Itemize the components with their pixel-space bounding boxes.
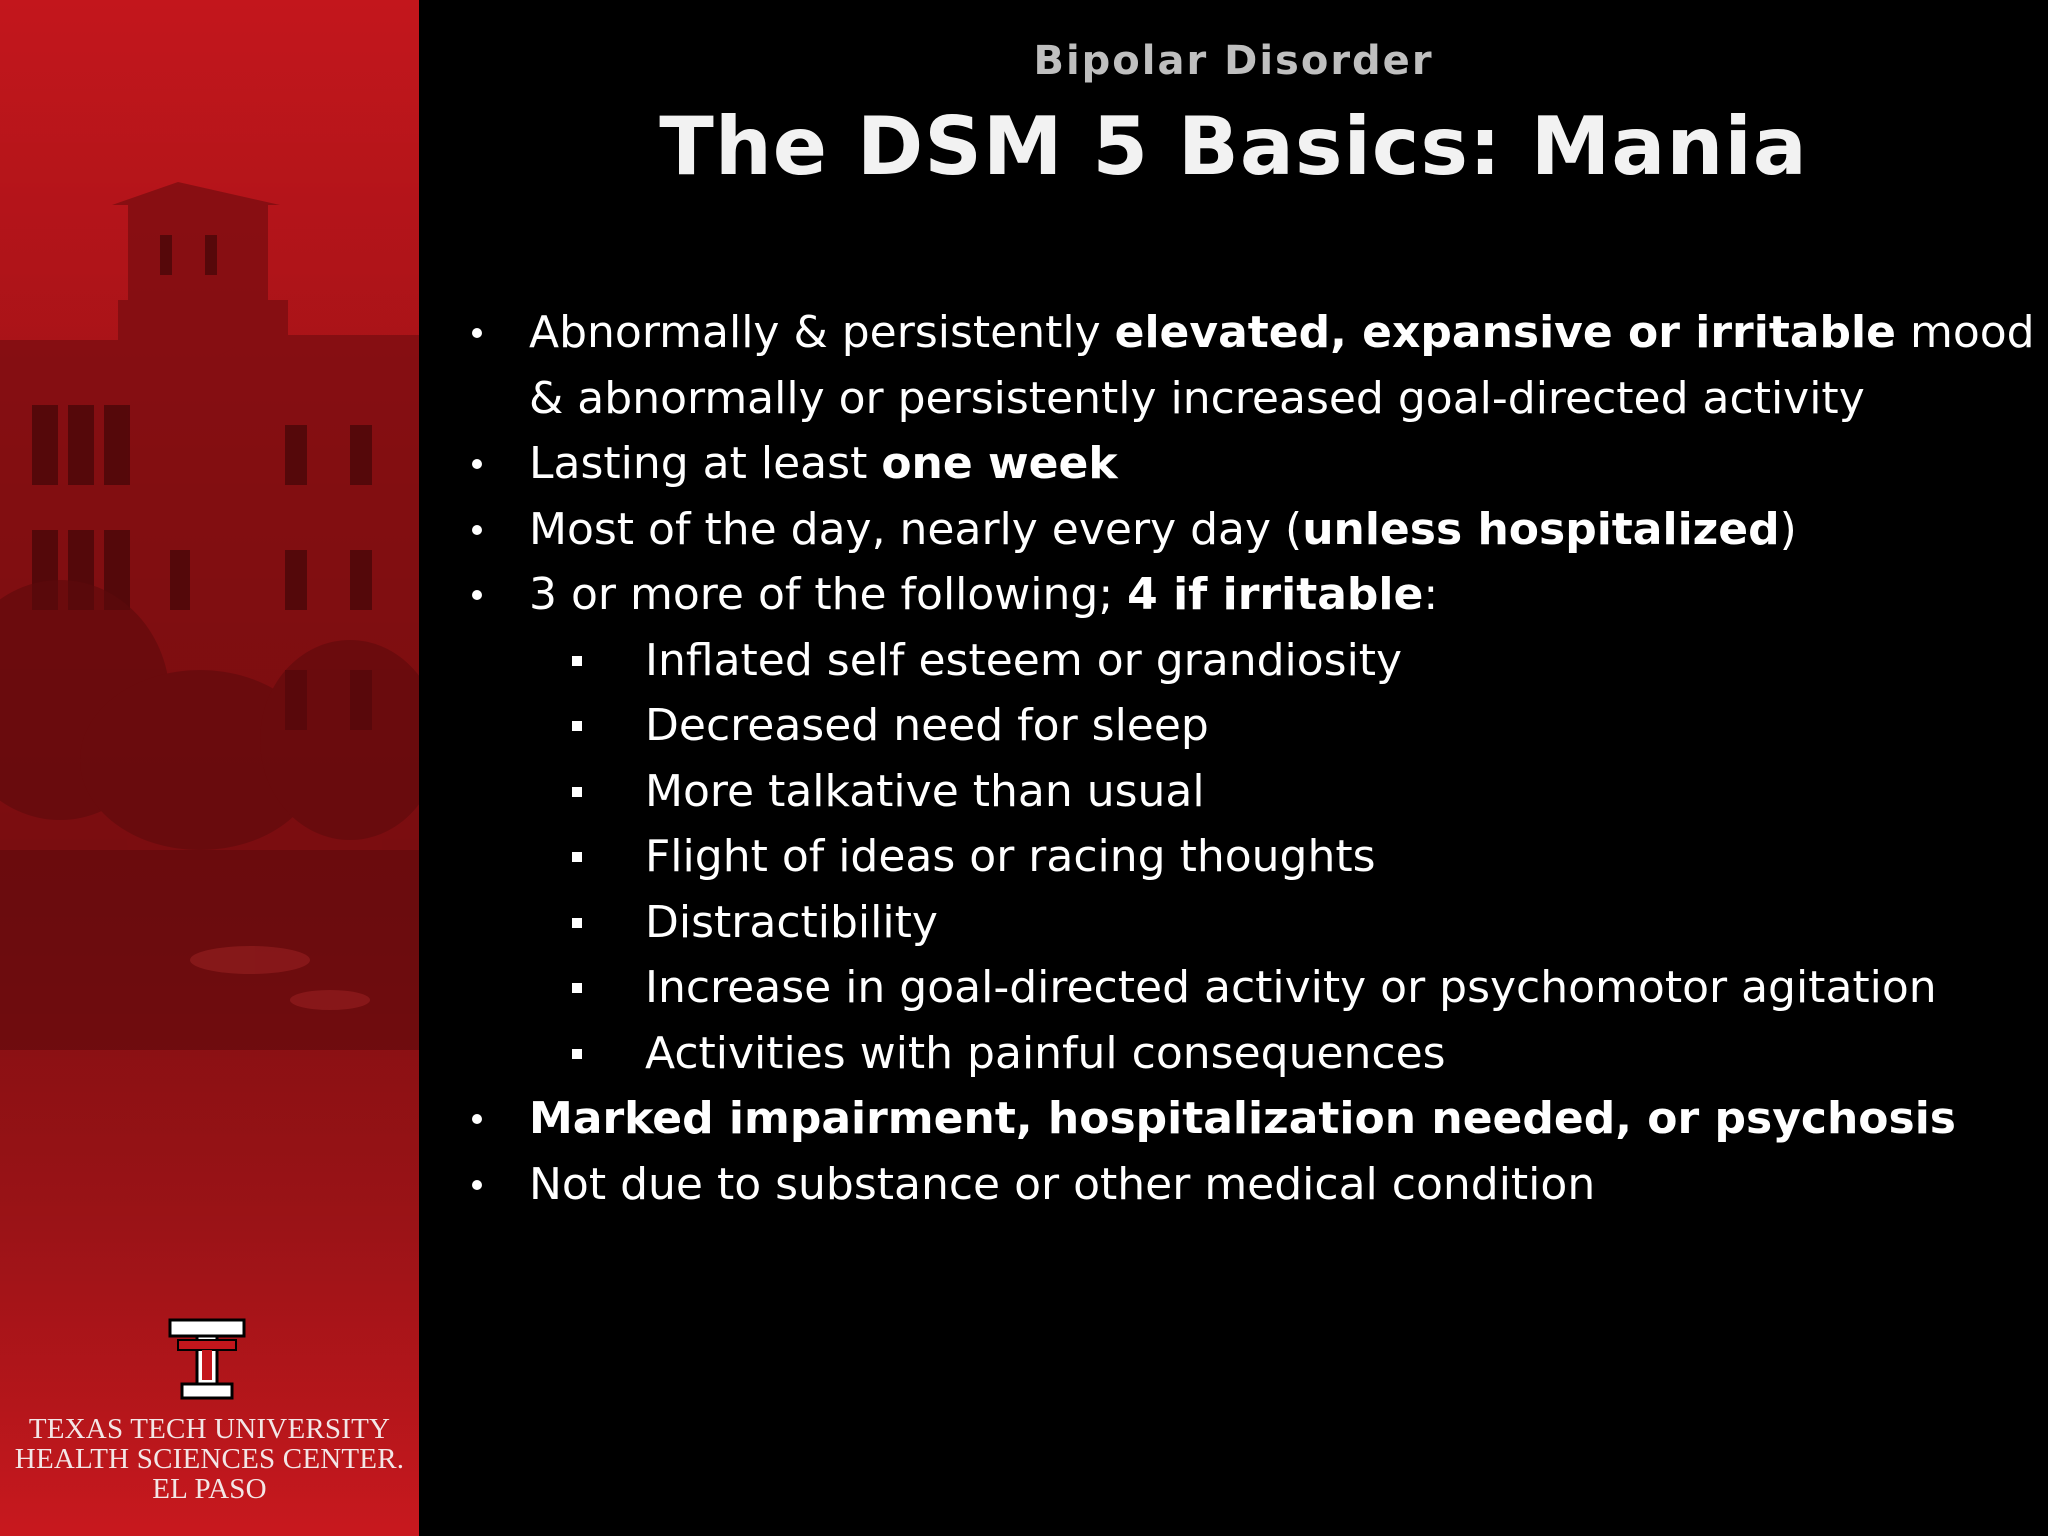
bullet-list (460, 300, 2035, 1217)
double-t-logo-icon (168, 1318, 246, 1402)
bullet-text: 3 or more of the following; (529, 569, 1128, 620)
sub-bullet-item (460, 955, 2020, 1021)
sidebar-banner (0, 0, 419, 1536)
bullet-text: Not due to substance or other medical condition (529, 1158, 1596, 1210)
sub-bullet-item (460, 824, 2020, 890)
bullet-dot (472, 1114, 482, 1124)
bullet-text: Most of the day, nearly every day ( (529, 503, 1303, 555)
sub-bullet-square (572, 1049, 582, 1059)
bullet-text: ) (1779, 503, 1797, 555)
sub-bullet-square (572, 787, 582, 797)
bullet-emphasis: elevated, expansive or irritable (1114, 307, 1896, 358)
sub-bullet-square (572, 918, 582, 928)
sub-bullet-item (460, 628, 2020, 694)
bullet-item-mood (460, 300, 2035, 366)
bullet-dot (472, 459, 482, 469)
sub-bullet-item (460, 890, 2020, 956)
logo-text-hsc: HEALTH SCIENCES CENTER. (14, 1443, 405, 1475)
bullet-text: mood (1895, 307, 2035, 358)
bullet-text: & abnormally or persistently increased goal-directed activity (529, 372, 1865, 424)
bullet-dot (472, 1180, 482, 1190)
bullet-emphasis: Marked impairment, hospitalization needed, or psychosis (529, 1093, 1956, 1144)
sub-bullet-text: Activities with painful consequences (645, 1027, 1446, 1079)
slide-title: The DSM 5 Basics: Mania (659, 100, 1808, 193)
bullet-text: Lasting at least (529, 438, 882, 489)
sub-bullet-item (460, 1021, 2020, 1087)
sub-bullet-item (460, 759, 2020, 825)
bullet-dot (472, 328, 482, 338)
logo-text-university: TEXAS TECH UNIVERSITY (28, 1413, 391, 1445)
sub-bullet-square (572, 852, 582, 862)
campus-building-image (0, 0, 419, 1536)
bullet-item-duration (460, 431, 2020, 497)
bullet-item-impairment (460, 1086, 2020, 1152)
sub-bullet-text: More talkative than usual (645, 765, 1205, 817)
sub-bullet-text: Decreased need for sleep (645, 700, 1209, 751)
sub-bullet-text: Increase in goal-directed activity or psychomotor agitation (645, 962, 1937, 1013)
bullet-item-frequency (460, 497, 2020, 563)
sub-bullet-square (572, 983, 582, 993)
sub-bullet-text: Distractibility (645, 896, 938, 948)
bullet-emphasis: one week (881, 438, 1118, 489)
slide-subtitle: Bipolar Disorder (1033, 38, 1434, 84)
sub-bullet-text: Flight of ideas or racing thoughts (645, 831, 1376, 882)
bullet-item-mood-continuation (460, 366, 2020, 432)
bullet-text: : (1423, 569, 1439, 620)
bullet-item-criteria-count (460, 562, 2020, 628)
bullet-dot (472, 525, 482, 535)
bullet-item-exclusion (460, 1152, 2020, 1218)
bullet-emphasis: unless hospitalized (1302, 503, 1780, 555)
bullet-text: Abnormally & persistently (529, 307, 1115, 358)
sub-bullet-text: Inflated self esteem or grandiosity (645, 634, 1403, 686)
bullet-emphasis: 4 if irritable (1127, 569, 1424, 620)
sub-bullet-item (460, 693, 2020, 759)
sub-bullet-square (572, 656, 582, 666)
logo-text-campus: EL PASO (152, 1473, 267, 1505)
bullet-dot (472, 590, 482, 600)
sub-bullet-square (572, 721, 582, 731)
